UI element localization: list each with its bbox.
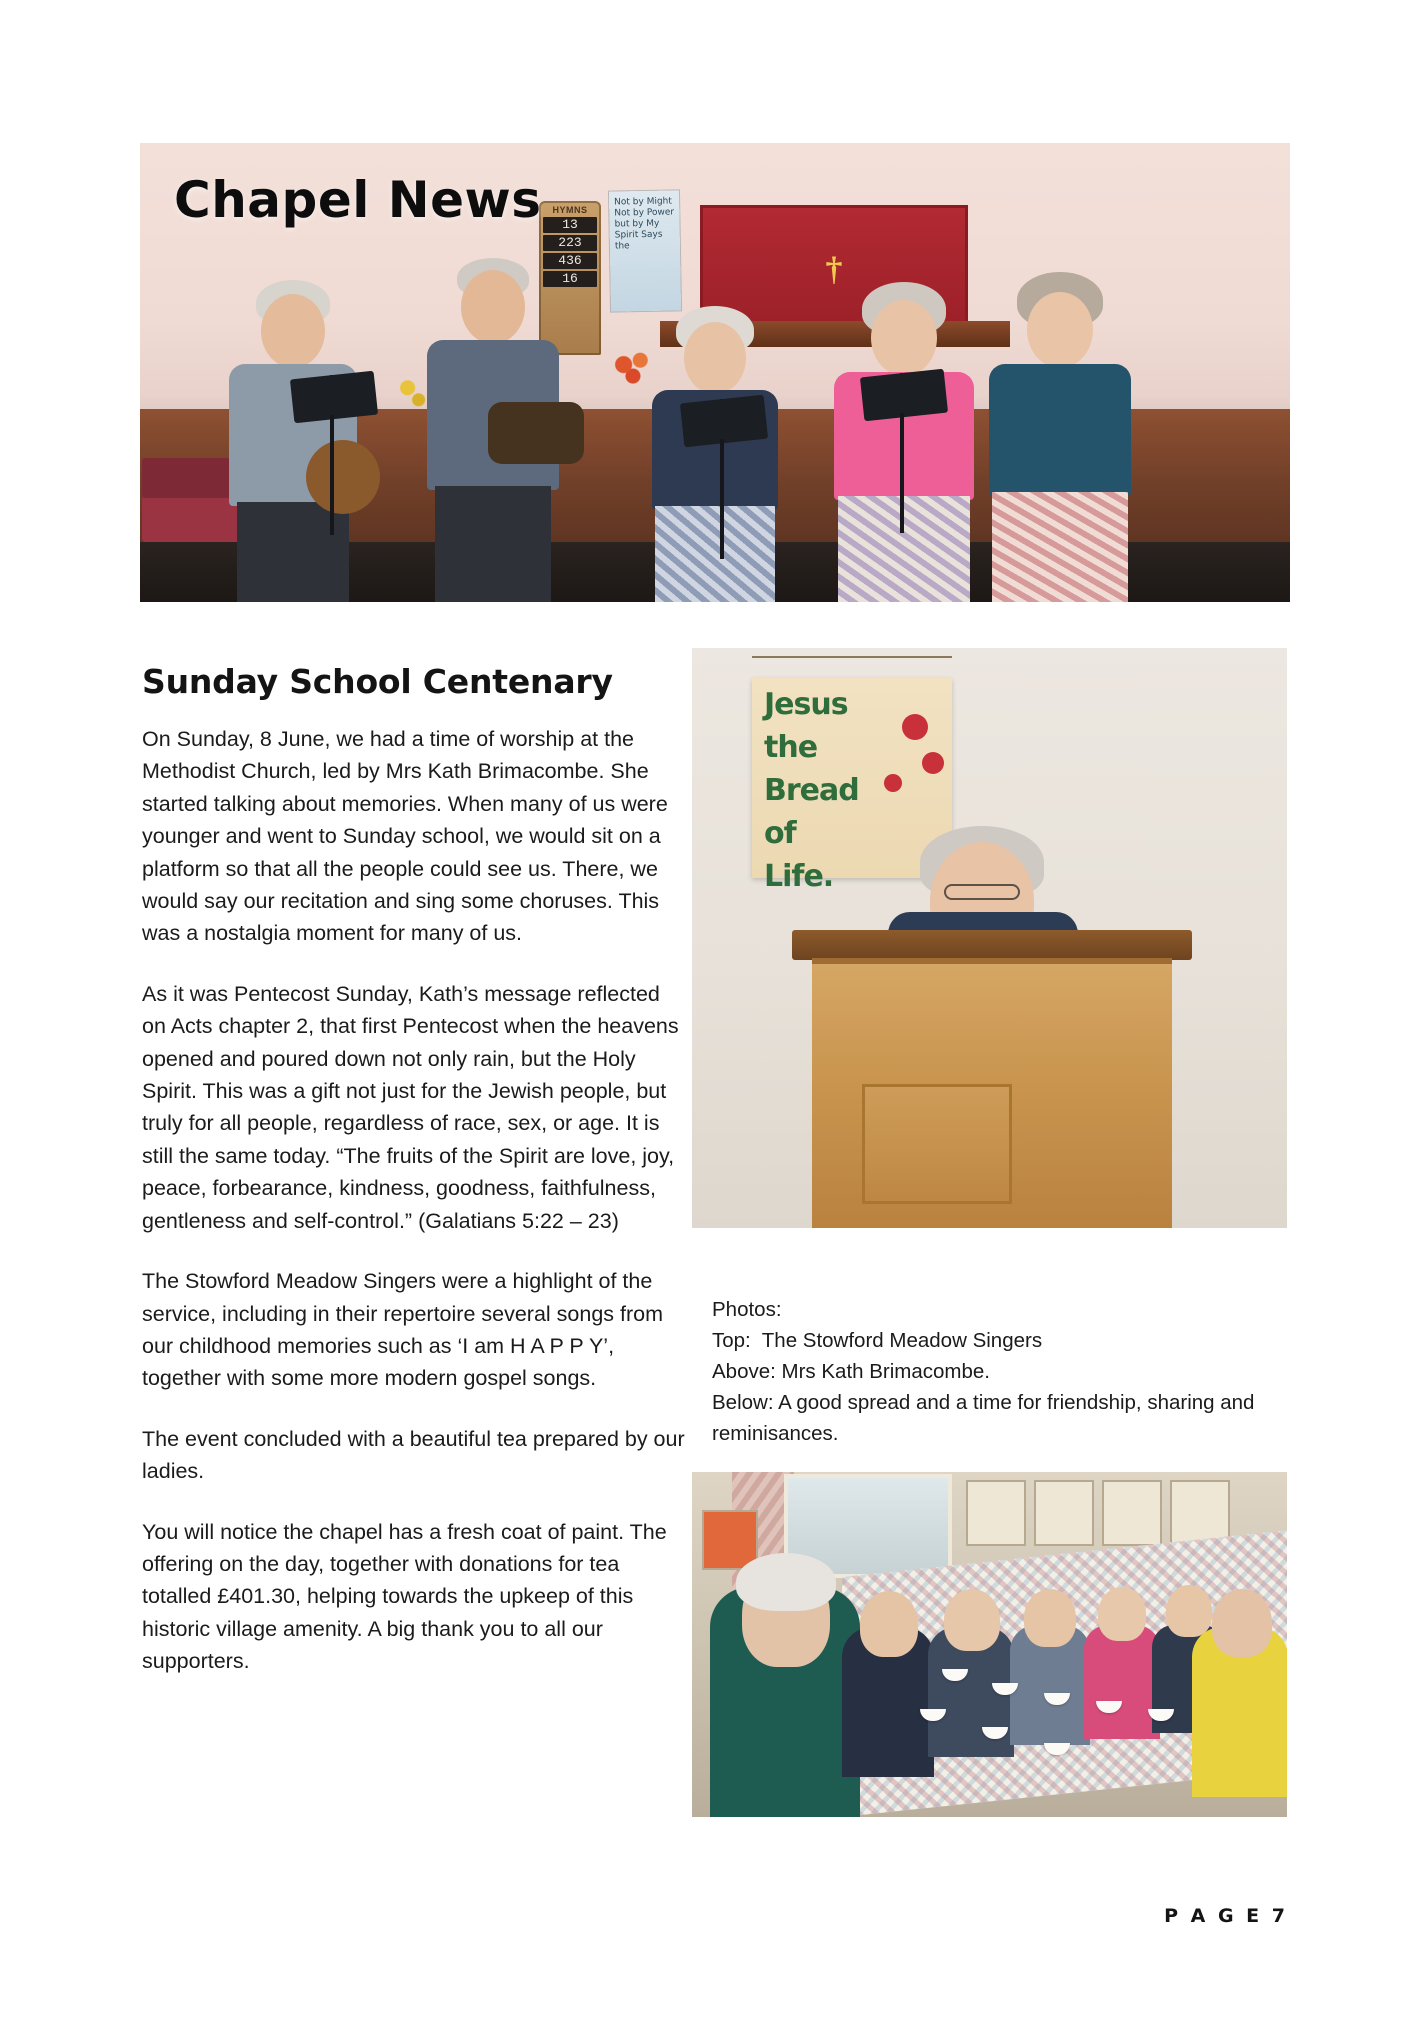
banner-line: Jesus	[764, 687, 848, 722]
poppy-icon	[922, 752, 944, 774]
banner-line: Bread	[764, 773, 859, 808]
masthead-title: Chapel News	[174, 171, 542, 229]
music-stand-pole	[720, 439, 724, 559]
tea-guest-head	[944, 1589, 1000, 1651]
singer-teal-cardigan	[980, 272, 1140, 602]
banner-cord	[752, 656, 952, 680]
article-paragraph: As it was Pentecost Sunday, Kath’s message reflected on Acts chapter 2, that first Pentecost when the heavens opened and poured down not only rain, but the Holy Spirit. This was a gift not just for the Jewish people, but truly for all people, regardless of race, sex, or age. It is still the same today. “The fruits of the Spirit are love, joy, peace, forbearance, kindness, goodness, faithfulness, gentleness and self-control.” (Galatians 5:22 – 23)	[142, 981, 679, 1233]
banner-line: Life.	[764, 859, 834, 894]
podium-top	[792, 930, 1192, 960]
face	[461, 270, 525, 344]
caption-below: Below: A good spread and a time for friendship, sharing and reminisances.	[712, 1391, 1255, 1445]
wall-artwork	[704, 1512, 756, 1568]
floral-skirt	[838, 496, 970, 602]
glasses-icon	[944, 884, 1020, 900]
hymn-number: 13	[543, 217, 597, 233]
article-paragraph: The Stowford Meadow Singers were a highlight of the service, including in their repertoire several songs from our childhood memories such as ‘I am H A P P Y’, together with some more modern gospel songs.	[142, 1269, 664, 1391]
music-stand-desk	[860, 369, 948, 422]
hymn-number: 436	[543, 253, 597, 269]
tea-guest-hair	[736, 1553, 836, 1611]
music-stand-pole	[900, 413, 904, 533]
caption-top: Top: The Stowford Meadow Singers	[712, 1329, 1043, 1352]
face	[1027, 292, 1093, 368]
banner-line: of	[764, 816, 796, 851]
floral-skirt	[655, 506, 775, 602]
tea-guest-head	[1098, 1587, 1146, 1641]
singer-navy-cardigan	[640, 302, 790, 602]
article-paragraph: You will notice the chapel has a fresh coat of paint. The offering on the day, together with donations for tea totalled £401.30, helping towards the upkeep of this historic village amenity. A big thank you to all our supporters.	[142, 1519, 667, 1674]
tea-guest-head	[860, 1591, 918, 1657]
guitar-icon	[488, 402, 584, 464]
face	[871, 300, 937, 376]
music-stand	[720, 399, 724, 549]
floral-skirt	[992, 492, 1128, 602]
poppy-icon	[902, 714, 928, 740]
photo-captions	[712, 1294, 1292, 1449]
ihs-emblem-icon: †	[825, 251, 843, 289]
singer-guitarist	[418, 252, 568, 602]
tea-guest	[1084, 1625, 1160, 1739]
tea-guest-head	[1212, 1589, 1272, 1657]
banner-line: the	[764, 730, 818, 765]
mandolin-icon	[306, 440, 380, 514]
torso	[989, 364, 1131, 496]
photo-kath-brimacombe	[692, 648, 1287, 1228]
hymn-board-label: HYMNS	[552, 205, 588, 215]
face	[261, 294, 325, 368]
page-number: P A G E 7	[1164, 1905, 1288, 1927]
singer-pink-jacket	[824, 282, 984, 602]
poppy-icon	[884, 774, 902, 792]
music-stand	[900, 373, 904, 523]
tea-guest-head	[1166, 1585, 1212, 1637]
caption-above: Above: Mrs Kath Brimacombe.	[712, 1360, 990, 1383]
music-stand-desk	[290, 371, 378, 424]
tea-guest-head	[1024, 1589, 1076, 1647]
wall-artwork	[968, 1482, 1024, 1544]
caption-heading: Photos:	[712, 1298, 782, 1321]
photo-tea-gathering	[692, 1472, 1287, 1817]
wall-artwork	[1172, 1482, 1228, 1544]
scripture-banner	[609, 190, 681, 311]
legs	[435, 486, 551, 602]
hymn-number: 223	[543, 235, 597, 251]
wall-artwork	[1104, 1482, 1160, 1544]
article-paragraph: On Sunday, 8 June, we had a time of worship at the Methodist Church, led by Mrs Kath Brimacombe. She started talking about memories. When many of us were younger and went to Sunday school, we would sit on a platform so that all the people could see us. There, we would say our recitation and sing some choruses. This was a nostalgia moment for many of us.	[142, 727, 668, 946]
article-headline: Sunday School Centenary	[142, 662, 613, 702]
music-stand-desk	[680, 395, 768, 448]
music-stand	[330, 375, 334, 535]
article-paragraph: The event concluded with a beautiful tea prepared by our ladies.	[142, 1426, 685, 1484]
article-body	[142, 723, 687, 1706]
podium-panel	[862, 1084, 1012, 1204]
scripture-banner-text: Not by Might Not by Power but by My Spirit Says the	[614, 196, 675, 252]
masthead-photo-singers	[140, 143, 1290, 602]
singer-mandolin-player	[218, 272, 368, 602]
jesus-bread-of-life-banner	[752, 678, 952, 894]
wall-artwork	[1036, 1482, 1092, 1544]
face	[684, 322, 746, 394]
hymn-number: 16	[543, 271, 597, 287]
music-stand-pole	[330, 415, 334, 535]
